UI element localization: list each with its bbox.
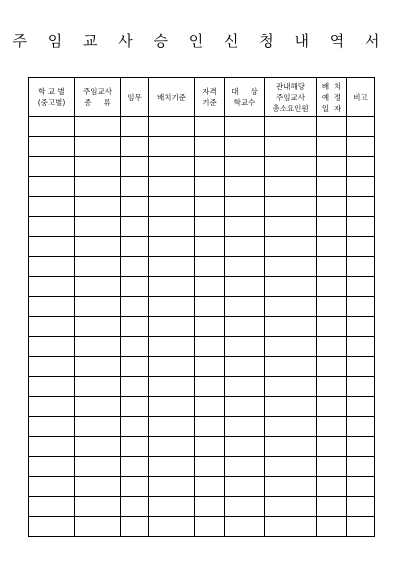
header-duty — [121, 78, 149, 117]
table-cell[interactable] — [347, 397, 375, 417]
table-cell[interactable] — [75, 417, 121, 437]
table-cell[interactable] — [149, 117, 195, 137]
table-cell[interactable] — [195, 357, 225, 377]
table-cell[interactable] — [121, 457, 149, 477]
table-cell[interactable] — [121, 177, 149, 197]
table-cell[interactable] — [29, 217, 75, 237]
table-cell[interactable] — [29, 137, 75, 157]
table-cell[interactable] — [149, 477, 195, 497]
table-cell[interactable] — [149, 177, 195, 197]
table-cell[interactable] — [317, 277, 347, 297]
table-cell[interactable] — [225, 237, 265, 257]
table-cell[interactable] — [347, 317, 375, 337]
table-cell[interactable] — [29, 157, 75, 177]
table-cell[interactable] — [347, 137, 375, 157]
table-cell[interactable] — [75, 257, 121, 277]
table-cell[interactable] — [149, 377, 195, 397]
table-cell[interactable] — [121, 377, 149, 397]
table-cell[interactable] — [121, 197, 149, 217]
table-cell[interactable] — [317, 317, 347, 337]
header-line: 총소요인원 — [272, 103, 309, 113]
header-line: 학교수 — [233, 98, 256, 107]
table-row — [29, 497, 375, 517]
table-cell[interactable] — [265, 377, 317, 397]
table-row — [29, 517, 375, 537]
table-cell[interactable] — [121, 157, 149, 177]
table-row — [29, 297, 375, 317]
table-cell[interactable] — [347, 257, 375, 277]
table-cell[interactable] — [317, 497, 347, 517]
header-line: 주임교사 — [83, 87, 112, 96]
table-cell[interactable] — [195, 497, 225, 517]
table-cell[interactable] — [225, 417, 265, 437]
table-cell[interactable] — [195, 237, 225, 257]
table-cell[interactable] — [347, 457, 375, 477]
header-line: 관내해당 — [276, 81, 305, 91]
table-cell[interactable] — [29, 197, 75, 217]
table-cell[interactable] — [29, 337, 75, 357]
table-cell[interactable] — [75, 397, 121, 417]
table-cell[interactable] — [29, 397, 75, 417]
table-cell[interactable] — [347, 437, 375, 457]
table-cell[interactable] — [225, 317, 265, 337]
header-placement-criteria — [149, 78, 195, 117]
header-line: 일 자 — [321, 103, 342, 113]
table-cell[interactable] — [121, 497, 149, 517]
table-cell[interactable] — [195, 297, 225, 317]
table-cell[interactable] — [195, 317, 225, 337]
table-cell[interactable] — [317, 437, 347, 457]
request-table — [28, 77, 375, 537]
header-line: 배치기준 — [157, 92, 186, 102]
table-cell[interactable] — [149, 437, 195, 457]
table-cell[interactable] — [265, 357, 317, 377]
table-cell[interactable] — [265, 117, 317, 137]
table-cell[interactable] — [317, 137, 347, 157]
table-row — [29, 457, 375, 477]
table-cell[interactable] — [225, 437, 265, 457]
table-cell[interactable] — [317, 217, 347, 237]
table-cell[interactable] — [149, 197, 195, 217]
table-cell[interactable] — [29, 477, 75, 497]
table-cell[interactable] — [75, 497, 121, 517]
table-cell[interactable] — [317, 357, 347, 377]
table-cell[interactable] — [265, 197, 317, 217]
table-cell[interactable] — [121, 277, 149, 297]
table-cell[interactable] — [75, 297, 121, 317]
table-row — [29, 177, 375, 197]
table-cell[interactable] — [195, 257, 225, 277]
header-teacher-type — [75, 78, 121, 117]
header-line: 주임교사 — [276, 92, 305, 102]
table-cell[interactable] — [265, 417, 317, 437]
table-cell[interactable] — [225, 117, 265, 137]
table-cell[interactable] — [121, 137, 149, 157]
table-row — [29, 417, 375, 437]
table-row — [29, 197, 375, 217]
table-row — [29, 357, 375, 377]
table-cell[interactable] — [347, 217, 375, 237]
table-cell[interactable] — [347, 197, 375, 217]
table-cell[interactable] — [29, 117, 75, 137]
table-cell[interactable] — [317, 337, 347, 357]
table-cell[interactable] — [75, 177, 121, 197]
table-cell[interactable] — [29, 417, 75, 437]
table-cell[interactable] — [75, 357, 121, 377]
table-row — [29, 137, 375, 157]
table-cell[interactable] — [195, 117, 225, 137]
table-cell[interactable] — [195, 457, 225, 477]
header-placement-date — [317, 78, 347, 117]
table-cell[interactable] — [265, 397, 317, 417]
table-cell[interactable] — [225, 497, 265, 517]
header-line: (중고별) — [37, 98, 66, 107]
table-cell[interactable] — [149, 317, 195, 337]
header-line: 학 교 별 — [38, 87, 65, 96]
header-line: 종 류 — [84, 98, 111, 107]
table-cell[interactable] — [317, 257, 347, 277]
table-cell[interactable] — [225, 477, 265, 497]
table-cell[interactable] — [265, 517, 317, 537]
table-cell[interactable] — [121, 437, 149, 457]
table-cell[interactable] — [29, 357, 75, 377]
table-cell[interactable] — [75, 137, 121, 157]
table-cell[interactable] — [195, 337, 225, 357]
table-cell[interactable] — [149, 137, 195, 157]
table-cell[interactable] — [75, 237, 121, 257]
table-cell[interactable] — [149, 357, 195, 377]
table-cell[interactable] — [149, 277, 195, 297]
table-cell[interactable] — [347, 417, 375, 437]
table-cell[interactable] — [195, 277, 225, 297]
table-cell[interactable] — [121, 317, 149, 337]
table-cell[interactable] — [29, 277, 75, 297]
table-cell[interactable] — [149, 397, 195, 417]
table-cell[interactable] — [265, 337, 317, 357]
table-cell[interactable] — [265, 217, 317, 237]
table-cell[interactable] — [225, 137, 265, 157]
table-cell[interactable] — [75, 157, 121, 177]
header-line: 비고 — [353, 92, 368, 102]
table-row — [29, 217, 375, 237]
table-cell[interactable] — [265, 477, 317, 497]
table-cell[interactable] — [225, 217, 265, 237]
table-cell[interactable] — [149, 237, 195, 257]
table-cell[interactable] — [347, 517, 375, 537]
table-row — [29, 277, 375, 297]
table-cell[interactable] — [317, 377, 347, 397]
table-row — [29, 377, 375, 397]
table-row — [29, 437, 375, 457]
table-cell[interactable] — [75, 277, 121, 297]
table-cell[interactable] — [347, 357, 375, 377]
table-cell[interactable] — [149, 337, 195, 357]
document-title: 주 임 교 사 승 인 신 청 내 역 서 — [12, 32, 388, 50]
table-cell[interactable] — [75, 517, 121, 537]
table-cell[interactable] — [265, 437, 317, 457]
table-cell[interactable] — [195, 137, 225, 157]
table-cell[interactable] — [75, 317, 121, 337]
table-cell[interactable] — [265, 257, 317, 277]
table-cell[interactable] — [347, 297, 375, 317]
table-cell[interactable] — [149, 457, 195, 477]
table-cell[interactable] — [75, 217, 121, 237]
table-cell[interactable] — [347, 377, 375, 397]
table-cell[interactable] — [347, 177, 375, 197]
header-remarks — [347, 78, 375, 117]
table-cell[interactable] — [317, 297, 347, 317]
table-cell[interactable] — [121, 397, 149, 417]
table-cell[interactable] — [195, 417, 225, 437]
header-line: 대 상 — [231, 87, 258, 96]
header-line: 예 정 — [321, 92, 342, 102]
table-cell[interactable] — [225, 457, 265, 477]
table-cell[interactable] — [29, 377, 75, 397]
table-cell[interactable] — [225, 517, 265, 537]
table-cell[interactable] — [121, 517, 149, 537]
table-cell[interactable] — [121, 417, 149, 437]
table-cell[interactable] — [195, 397, 225, 417]
table-cell[interactable] — [317, 177, 347, 197]
table-cell[interactable] — [265, 237, 317, 257]
table-cell[interactable] — [121, 477, 149, 497]
table-cell[interactable] — [75, 377, 121, 397]
table-cell[interactable] — [317, 517, 347, 537]
table-cell[interactable] — [75, 457, 121, 477]
table-cell[interactable] — [317, 117, 347, 137]
table-cell[interactable] — [225, 157, 265, 177]
table-cell[interactable] — [29, 177, 75, 197]
table-cell[interactable] — [265, 157, 317, 177]
table-cell[interactable] — [149, 417, 195, 437]
table-cell[interactable] — [149, 297, 195, 317]
table-row — [29, 477, 375, 497]
header-target-schools — [225, 78, 265, 117]
table-cell[interactable] — [265, 497, 317, 517]
table-cell[interactable] — [225, 357, 265, 377]
table-cell[interactable] — [195, 517, 225, 537]
header-line: 자격 — [202, 87, 217, 96]
table-cell[interactable] — [121, 117, 149, 137]
header-row — [29, 78, 375, 117]
table-cell[interactable] — [75, 337, 121, 357]
table-cell[interactable] — [347, 497, 375, 517]
table-cell[interactable] — [149, 257, 195, 277]
table-cell[interactable] — [149, 157, 195, 177]
header-qualification — [195, 78, 225, 117]
header-school — [29, 78, 75, 117]
table-row — [29, 337, 375, 357]
table-cell[interactable] — [121, 217, 149, 237]
table-cell[interactable] — [29, 437, 75, 457]
table-cell[interactable] — [265, 177, 317, 197]
table-cell[interactable] — [347, 117, 375, 137]
table-cell[interactable] — [265, 297, 317, 317]
table-cell[interactable] — [149, 517, 195, 537]
table-cell[interactable] — [317, 197, 347, 217]
table-cell[interactable] — [75, 437, 121, 457]
table-cell[interactable] — [121, 337, 149, 357]
header-line: 기준 — [202, 98, 217, 107]
table-cell[interactable] — [121, 297, 149, 317]
table-cell[interactable] — [29, 297, 75, 317]
table-cell[interactable] — [317, 157, 347, 177]
table-cell[interactable] — [29, 317, 75, 337]
table-cell[interactable] — [195, 197, 225, 217]
table-row — [29, 397, 375, 417]
table-row — [29, 257, 375, 277]
table-cell[interactable] — [265, 277, 317, 297]
table-cell[interactable] — [225, 297, 265, 317]
table-cell[interactable] — [225, 277, 265, 297]
table-cell[interactable] — [195, 217, 225, 237]
table-cell[interactable] — [149, 217, 195, 237]
table-row — [29, 157, 375, 177]
header-line: 임무 — [127, 92, 142, 102]
table-cell[interactable] — [29, 457, 75, 477]
table-cell[interactable] — [149, 497, 195, 517]
table-cell[interactable] — [347, 237, 375, 257]
table-cell[interactable] — [195, 437, 225, 457]
table-cell[interactable] — [121, 237, 149, 257]
table-cell[interactable] — [225, 337, 265, 357]
table-cell[interactable] — [195, 157, 225, 177]
table-cell[interactable] — [121, 357, 149, 377]
table-cell[interactable] — [347, 157, 375, 177]
table-cell[interactable] — [317, 417, 347, 437]
header-line: 배 치 — [321, 81, 342, 91]
table-cell[interactable] — [29, 257, 75, 277]
table-cell[interactable] — [317, 457, 347, 477]
header-total-required — [265, 78, 317, 117]
table-cell[interactable] — [225, 257, 265, 277]
table-cell[interactable] — [29, 497, 75, 517]
table-cell[interactable] — [347, 277, 375, 297]
table-cell[interactable] — [29, 237, 75, 257]
table-cell[interactable] — [317, 397, 347, 417]
table-cell[interactable] — [225, 377, 265, 397]
table-cell[interactable] — [225, 177, 265, 197]
table-cell[interactable] — [225, 397, 265, 417]
table-cell[interactable] — [121, 257, 149, 277]
table-cell[interactable] — [75, 477, 121, 497]
table-cell[interactable] — [195, 177, 225, 197]
table-cell[interactable] — [225, 197, 265, 217]
table-row — [29, 237, 375, 257]
table-cell[interactable] — [265, 137, 317, 157]
table-cell[interactable] — [195, 477, 225, 497]
table-cell[interactable] — [265, 457, 317, 477]
table-cell[interactable] — [75, 197, 121, 217]
table-cell[interactable] — [265, 317, 317, 337]
table-cell[interactable] — [347, 337, 375, 357]
table-cell[interactable] — [75, 117, 121, 137]
table-cell[interactable] — [317, 477, 347, 497]
table-cell[interactable] — [347, 477, 375, 497]
table-row — [29, 317, 375, 337]
table-cell[interactable] — [29, 517, 75, 537]
table-row — [29, 117, 375, 137]
table-cell[interactable] — [195, 377, 225, 397]
table-cell[interactable] — [317, 237, 347, 257]
